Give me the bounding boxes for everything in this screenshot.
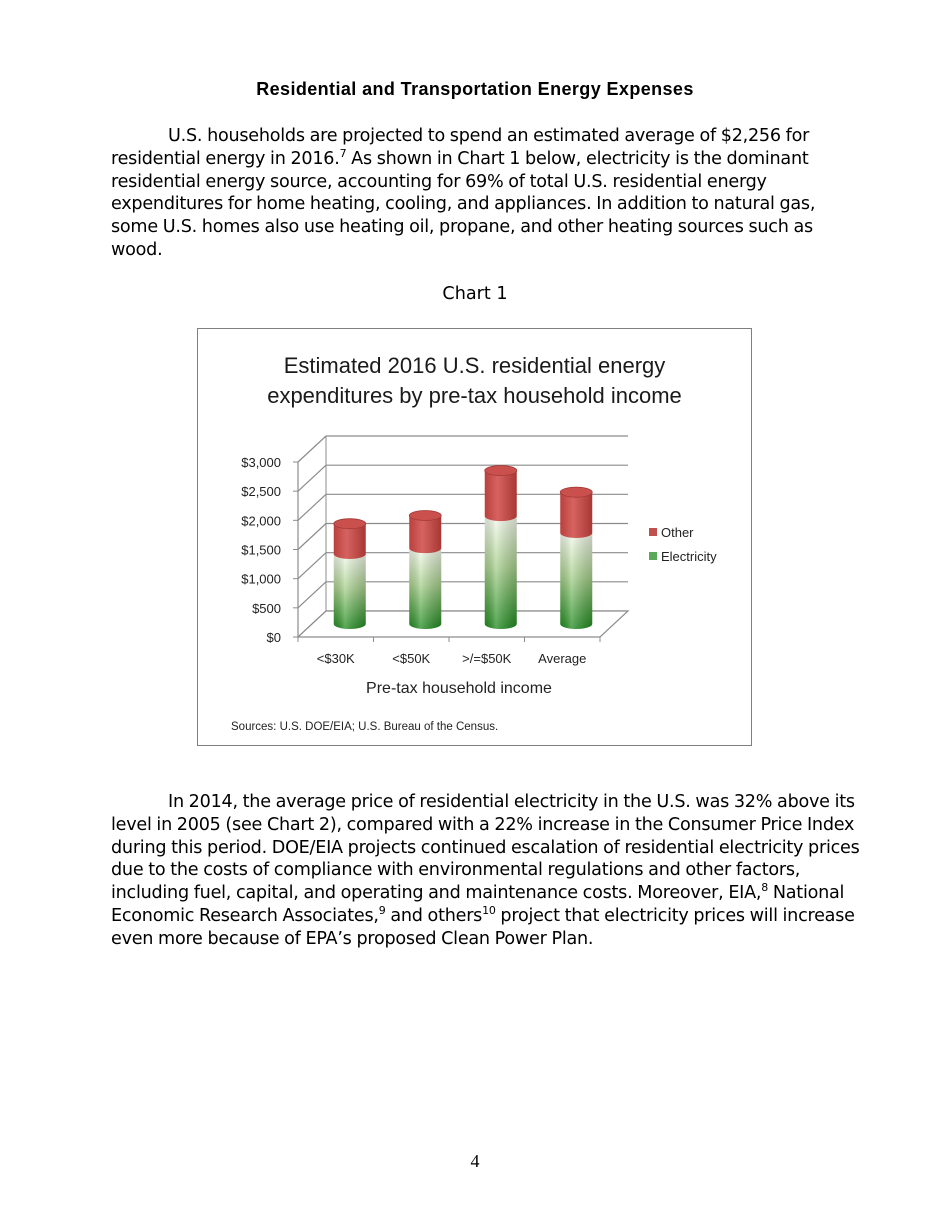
text-run: including fuel, capital, and operating and maintenance costs. Moreover, EIA, xyxy=(111,883,762,904)
bar-other xyxy=(560,492,592,538)
gridline xyxy=(298,524,326,550)
page-number: 4 xyxy=(470,1151,480,1171)
paragraph-line: wood. xyxy=(111,239,163,260)
chart-source-note: Sources: U.S. DOE/EIA; U.S. Bureau of the Census. xyxy=(231,721,499,733)
paragraph-intro xyxy=(111,125,846,262)
text-run: and others xyxy=(385,905,483,926)
footnote-ref: 7 xyxy=(339,146,347,160)
bar-other xyxy=(409,516,441,554)
x-tick-label: >/=$50K xyxy=(462,651,512,666)
paragraph-line: In 2014, the average price of residential electricity in the U.S. was 32% above its xyxy=(168,792,855,812)
x-tick-label: <$50K xyxy=(392,651,431,666)
paragraph-line: residential energy source, accounting for 69% of total U.S. residential energy xyxy=(111,171,767,192)
text-run: Economic Research Associates, xyxy=(111,905,379,926)
paragraph-line: due to the costs of compliance with environmental regulations and other factors, xyxy=(111,860,801,881)
text-run: National xyxy=(768,883,845,904)
paragraph-line: level in 2005 (see Chart 2), compared with a 22% increase in the Consumer Price Index xyxy=(111,814,855,835)
chart-caption: Chart 1 xyxy=(442,284,508,304)
chart-title-line: Estimated 2016 U.S. residential energy xyxy=(283,353,666,378)
gridline xyxy=(298,582,326,608)
footnote-ref: 10 xyxy=(482,904,496,918)
gridline xyxy=(298,465,326,491)
bar-electricity-shading xyxy=(485,516,517,629)
text-run: residential energy in 2016. xyxy=(111,148,340,169)
paragraph-line xyxy=(111,148,846,171)
paragraph-line xyxy=(111,882,846,905)
paragraph-line: expenditures for home heating, cooling, and appliances. In addition to natural gas, xyxy=(111,194,816,215)
bar-other xyxy=(485,471,517,522)
y-tick-label: $2,000 xyxy=(241,513,281,529)
x-tick-label: <$30K xyxy=(316,651,355,666)
y-tick-label: $1,500 xyxy=(241,542,281,558)
bar-electricity-shading xyxy=(560,533,592,629)
paragraph-line: during this period. DOE/EIA projects continued escalation of residential electricity prices xyxy=(111,837,860,858)
paragraph-line: some U.S. homes also use heating oil, propane, and other heating sources such as xyxy=(111,217,813,238)
bar-other-top xyxy=(334,519,366,529)
chart-container xyxy=(197,328,752,746)
gridline xyxy=(298,553,326,579)
gridline xyxy=(298,494,326,520)
bar-other-top xyxy=(409,511,441,521)
paragraph-line: U.S. households are projected to spend an estimated average of $2,256 for xyxy=(168,126,810,146)
legend-label: Other xyxy=(661,525,694,540)
y-tick-label: $3,000 xyxy=(241,455,281,470)
chart-title-line: expenditures by pre-tax household income xyxy=(267,383,682,408)
y-tick-label: $1,000 xyxy=(241,571,281,587)
legend-swatch xyxy=(649,528,657,536)
bar-electricity-shading xyxy=(334,554,366,629)
section-title: Residential and Transportation Energy Expenses xyxy=(256,79,694,99)
legend-swatch xyxy=(649,552,657,560)
bar-electricity-shading xyxy=(409,548,441,629)
text-run: project that electricity prices will increase xyxy=(495,905,855,926)
y-tick-label: $0 xyxy=(266,630,281,645)
paragraph-line xyxy=(111,904,855,928)
x-tick-label: Average xyxy=(538,651,587,666)
chart-plot xyxy=(198,329,751,745)
paragraph-prices xyxy=(111,791,860,951)
paragraph-line: even more because of EPA’s proposed Clean Power Plan. xyxy=(111,928,594,949)
text-run: As shown in Chart 1 below, electricity is the dominant xyxy=(346,148,809,169)
x-axis-title: Pre-tax household income xyxy=(366,680,552,697)
legend-label: Electricity xyxy=(661,549,717,564)
bar-other-top xyxy=(485,466,517,476)
y-tick-label: $2,500 xyxy=(241,484,281,500)
footnote-ref: 9 xyxy=(378,904,386,918)
gridline xyxy=(298,436,326,462)
bar-other-top xyxy=(560,487,592,497)
y-tick-label: $500 xyxy=(252,600,281,616)
footnote-ref: 8 xyxy=(761,881,769,895)
